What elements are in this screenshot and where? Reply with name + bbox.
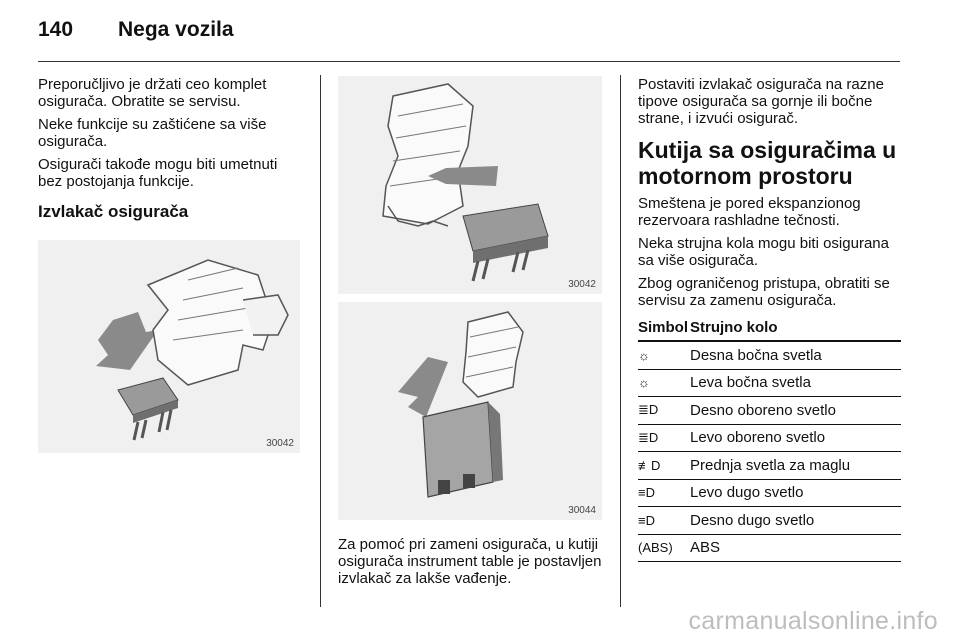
table-row: [638, 341, 901, 369]
paragraph: Neke funkcije su zaštićene sa više osigurača.: [38, 116, 267, 150]
fuse-table: [638, 315, 901, 562]
column-header-circuit: Strujno kolo: [690, 315, 901, 341]
circuit-name: Desna bočna svetla: [690, 341, 901, 369]
front-fog-light-icon: ≢D: [638, 452, 690, 480]
circuit-name: Desno oboreno svetlo: [690, 397, 901, 425]
table-row: [638, 479, 901, 507]
column-header-symbol: Simbol: [638, 315, 690, 341]
column-divider-2: [620, 75, 621, 607]
watermark: carmanualsonline.info: [688, 607, 938, 635]
circuit-name: Levo oboreno svetlo: [690, 424, 901, 452]
figure-number: 30044: [568, 505, 596, 516]
paragraph: Zbog ograničenog pristupa, obratiti se servisu za zamenu osigurača.: [638, 275, 890, 309]
table-row: [638, 397, 901, 425]
fuse-extractor-top-illustration: [338, 76, 602, 294]
fuse-extractor-illustration: [38, 240, 300, 453]
right-side-light-icon: ☼: [638, 341, 690, 369]
subheading: Izvlakač osigurača: [38, 202, 189, 221]
section-title: Nega vozila: [118, 18, 234, 41]
header-divider: [38, 61, 900, 62]
low-beam-right-icon: ≣D: [638, 397, 690, 425]
page-header: [38, 18, 234, 48]
left-side-light-icon: ☼: [638, 369, 690, 397]
circuit-name: Leva bočna svetla: [690, 369, 901, 397]
figure-number: 30042: [568, 279, 596, 290]
left-column: [38, 76, 300, 236]
column-divider-1: [320, 75, 321, 607]
high-beam-right-icon: ≡D: [638, 507, 690, 535]
fuse-extractor-side-illustration: [338, 302, 602, 520]
table-row: [638, 507, 901, 535]
right-column: [638, 76, 904, 562]
paragraph: Osigurači takođe mogu biti umetnuti bez postojanja funkcije.: [38, 156, 278, 190]
paragraph: Smeštena je pored ekspanzionog rezervoara rashladne tečnosti.: [638, 195, 861, 229]
paragraph: Za pomoć pri zameni osigurača, u kutiji osigurača instrument table je postavljen izvlakač za lakše vađenje.: [338, 536, 602, 587]
paragraph: Neka strujna kola mogu biti osigurana sa više osigurača.: [638, 235, 889, 269]
paragraph: Preporučljivo je držati ceo komplet osigurača. Obratite se servisu.: [38, 76, 267, 110]
high-beam-left-icon: ≡D: [638, 479, 690, 507]
page-number: 140: [38, 18, 74, 41]
table-header-row: [638, 315, 901, 341]
abs-icon: (ABS): [638, 534, 690, 562]
low-beam-left-icon: ≣D: [638, 424, 690, 452]
table-row: [638, 369, 901, 397]
paragraph: Postaviti izvlakač osigurača na razne tipove osigurača sa gornje ili bočne strane, i izvući osigurač.: [638, 76, 884, 127]
circuit-name: Levo dugo svetlo: [690, 479, 901, 507]
circuit-name: Prednja svetla za maglu: [690, 452, 901, 480]
circuit-name: ABS: [690, 534, 901, 562]
circuit-name: Desno dugo svetlo: [690, 507, 901, 535]
table-row: [638, 452, 901, 480]
figure-number: 30042: [266, 438, 294, 449]
table-row: [638, 534, 901, 562]
middle-column-text: [338, 536, 608, 593]
section-heading: Kutija sa osiguračima u motornom prostoru: [638, 137, 897, 189]
table-row: [638, 424, 901, 452]
